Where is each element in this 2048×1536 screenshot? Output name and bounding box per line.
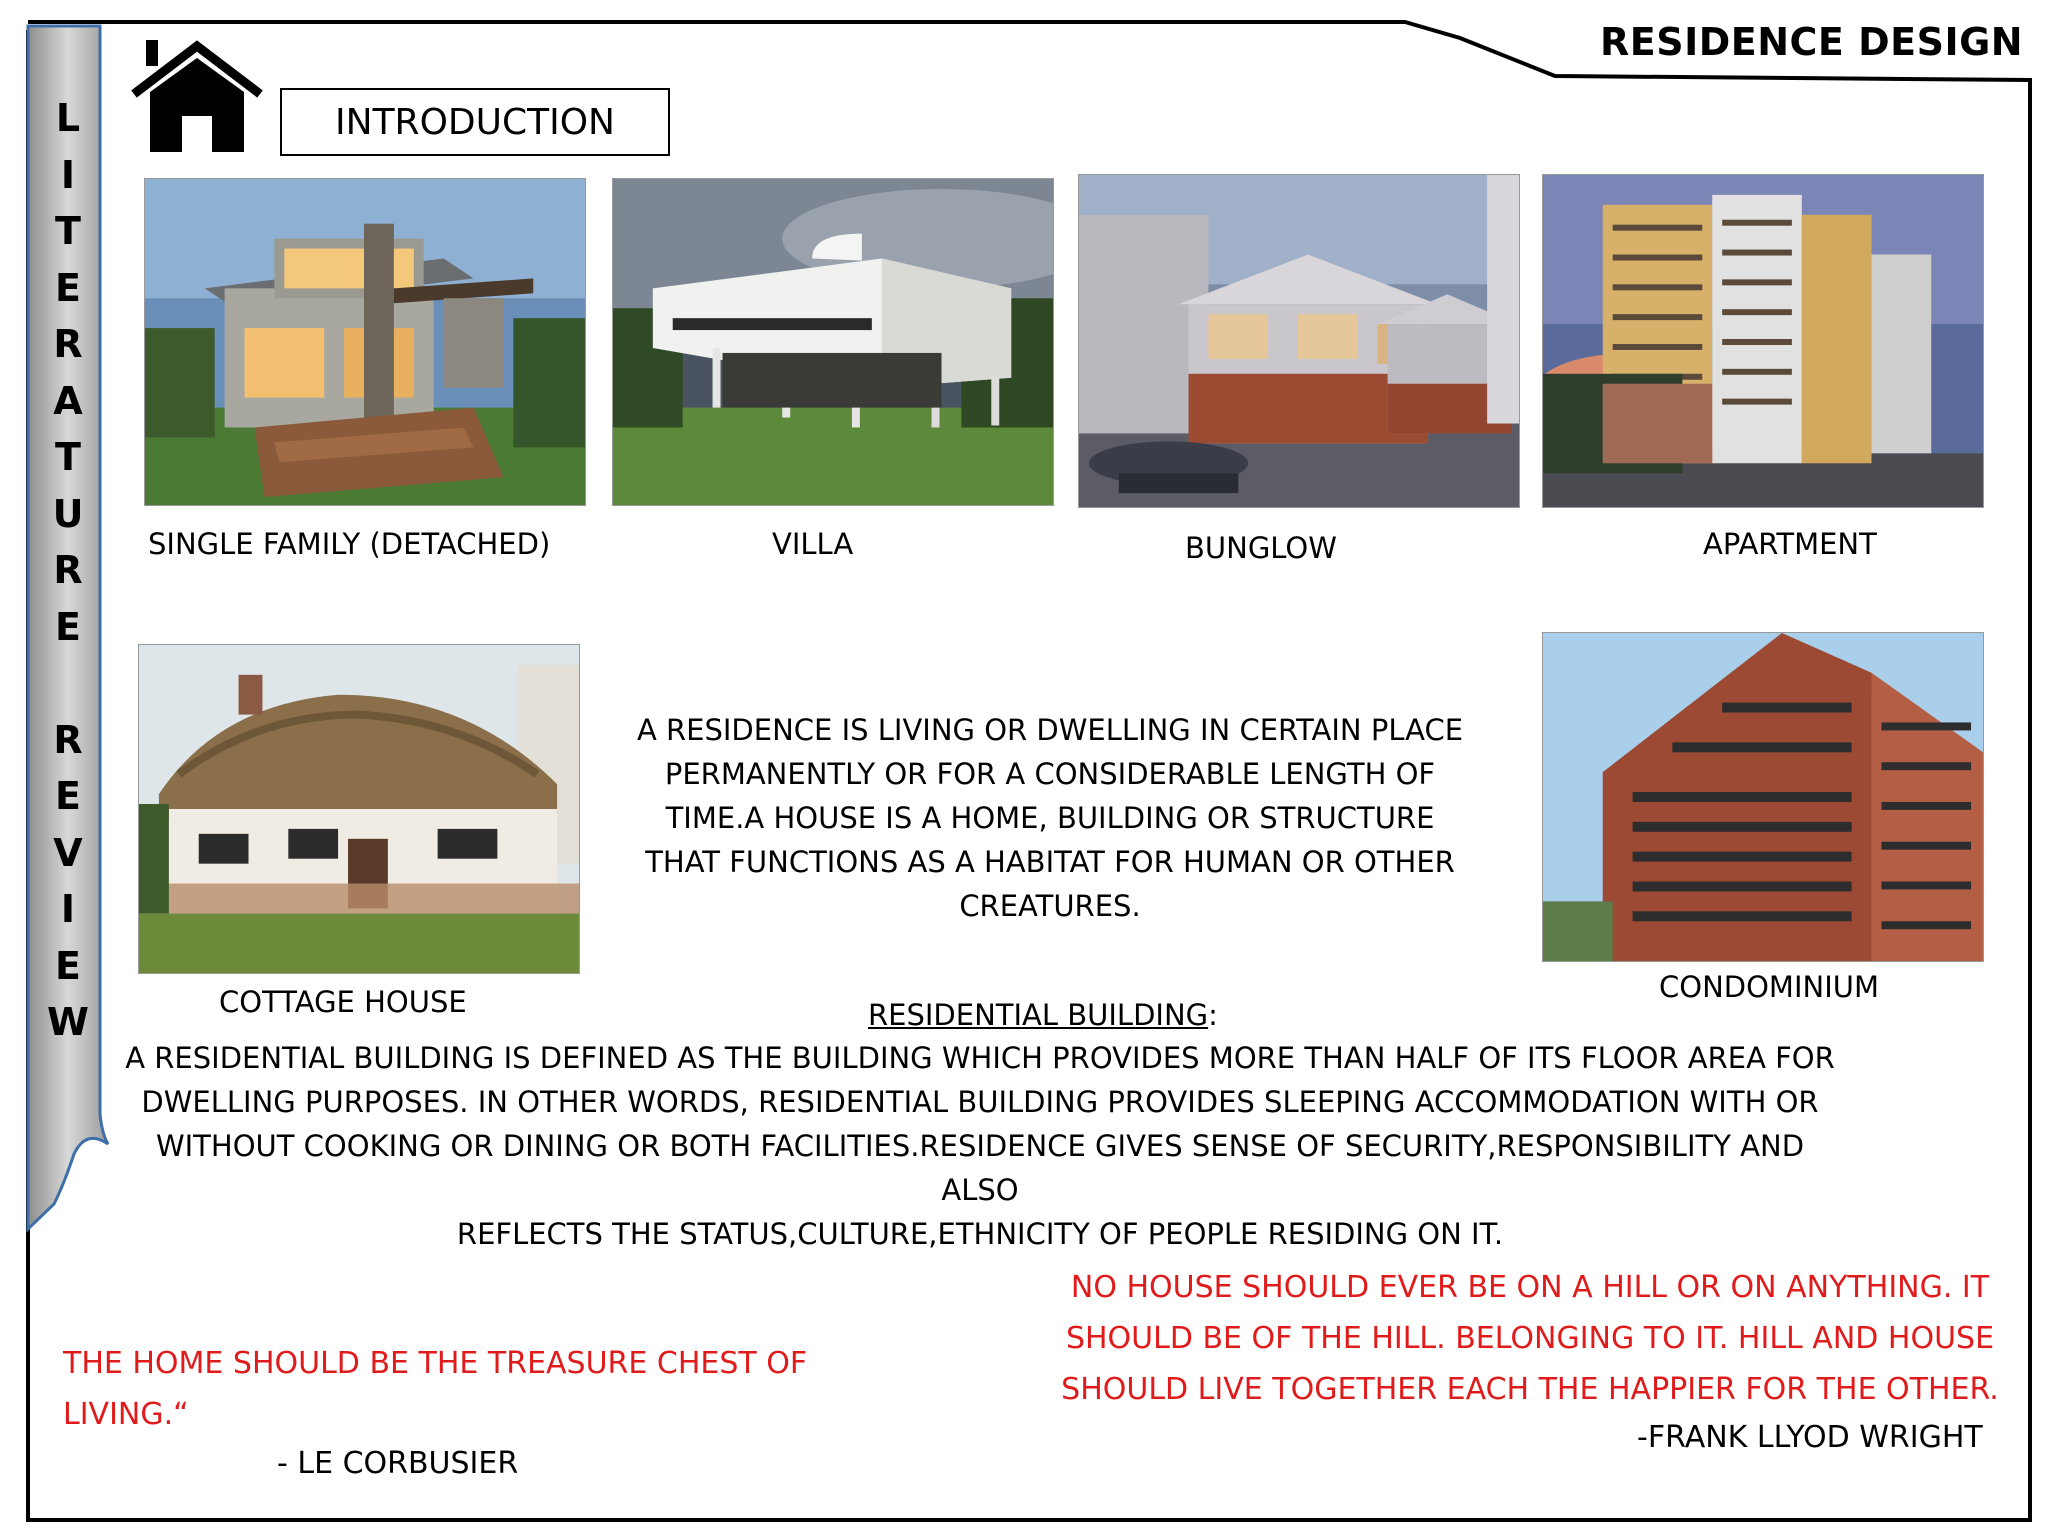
- corbusier-author: - LE CORBUSIER: [277, 1446, 519, 1481]
- sidebar-letter: R: [53, 322, 83, 366]
- caption-apartment: APARTMENT: [1703, 527, 1877, 561]
- sidebar-letter: V: [53, 830, 83, 875]
- sidebar-letter: T: [55, 435, 81, 479]
- cottage-photo: [138, 644, 580, 974]
- residential-line: WITHOUT COOKING OR DINING OR BOTH FACILITIES.RESIDENCE GIVES SENSE OF SECURITY,RESPONSIBILITY AND ALSO: [155, 1129, 1805, 1207]
- residence-definition: [600, 708, 1500, 928]
- residential-heading: [868, 998, 1218, 1032]
- caption-condominium: CONDOMINIUM: [1659, 970, 1879, 1004]
- definition-line: THAT FUNCTIONS AS A HABITAT FOR HUMAN OR OTHER: [645, 845, 1455, 879]
- residential-heading-text: RESIDENTIAL BUILDING: [868, 998, 1209, 1032]
- caption-villa: VILLA: [772, 527, 854, 561]
- definition-line: TIME.A HOUSE IS A HOME, BUILDING OR STRUCTURE: [665, 801, 1435, 835]
- residential-heading-colon: :: [1208, 998, 1218, 1032]
- residential-definition: [120, 1036, 1840, 1256]
- sidebar-letter: A: [53, 378, 83, 423]
- sidebar-letter: T: [55, 209, 81, 253]
- bunglow-photo: [1078, 174, 1520, 508]
- condominium-photo: [1542, 632, 1984, 962]
- residential-line: A RESIDENTIAL BUILDING IS DEFINED AS THE BUILDING WHICH PROVIDES MORE THAN HALF OF ITS FLOOR AREA FOR: [125, 1041, 1835, 1075]
- introduction-label-text: INTRODUCTION: [335, 101, 615, 143]
- apartment-photo: [1542, 174, 1984, 508]
- sidebar-letter: E: [55, 943, 81, 988]
- definition-line: PERMANENTLY OR FOR A CONSIDERABLE LENGTH OF: [664, 757, 1436, 791]
- sidebar-letter: R: [53, 548, 83, 592]
- page-title: RESIDENCE DESIGN: [1600, 20, 2024, 64]
- sidebar-letter: R: [53, 717, 83, 762]
- residential-line: REFLECTS THE STATUS,CULTURE,ETHNICITY OF PEOPLE RESIDING ON IT.: [456, 1217, 1504, 1251]
- sidebar-letter: E: [55, 604, 81, 649]
- sidebar-letter: L: [55, 96, 81, 140]
- corbusier-quote: [63, 1338, 807, 1440]
- sidebar-letter: W: [47, 1000, 89, 1044]
- sidebar-letter: U: [52, 491, 84, 536]
- wright-author: -FRANK LLYOD WRIGHT: [1637, 1420, 1983, 1455]
- corbusier-quote-line: THE HOME SHOULD BE THE TREASURE CHEST OF: [63, 1346, 808, 1381]
- wright-quote-line: SHOULD BE OF THE HILL. BELONGING TO IT. HILL AND HOUSE: [1065, 1321, 1995, 1356]
- definition-line: CREATURES.: [959, 889, 1141, 923]
- sidebar-letter: E: [55, 774, 81, 818]
- definition-line: A RESIDENCE IS LIVING OR DWELLING IN CERTAIN PLACE: [636, 713, 1464, 747]
- wright-quote-line: SHOULD LIVE TOGETHER EACH THE HAPPIER FOR THE OTHER.: [1061, 1372, 1999, 1407]
- sidebar-letter: E: [55, 265, 81, 310]
- corbusier-quote-line: LIVING.“: [63, 1397, 189, 1432]
- home-icon[interactable]: [128, 36, 266, 154]
- caption-bunglow: BUNGLOW: [1185, 531, 1337, 565]
- sidebar-letter: [40, 655, 96, 712]
- introduction-label: [280, 88, 670, 156]
- wright-quote-line: NO HOUSE SHOULD EVER BE ON A HILL OR ON ANYTHING. IT: [1070, 1270, 1990, 1305]
- wright-quote: [1040, 1262, 2020, 1415]
- caption-cottage: COTTAGE HOUSE: [219, 985, 467, 1019]
- villa-photo: [612, 178, 1054, 506]
- residential-line: DWELLING PURPOSES. IN OTHER WORDS, RESIDENTIAL BUILDING PROVIDES SLEEPING ACCOMMODATION WITH OR: [141, 1085, 1819, 1119]
- sidebar-vertical-title: [40, 90, 96, 1051]
- sidebar-letter: I: [60, 152, 76, 197]
- caption-single-family: SINGLE FAMILY (DETACHED): [148, 527, 551, 561]
- single-family-photo: [144, 178, 586, 506]
- sidebar-letter: I: [60, 887, 76, 931]
